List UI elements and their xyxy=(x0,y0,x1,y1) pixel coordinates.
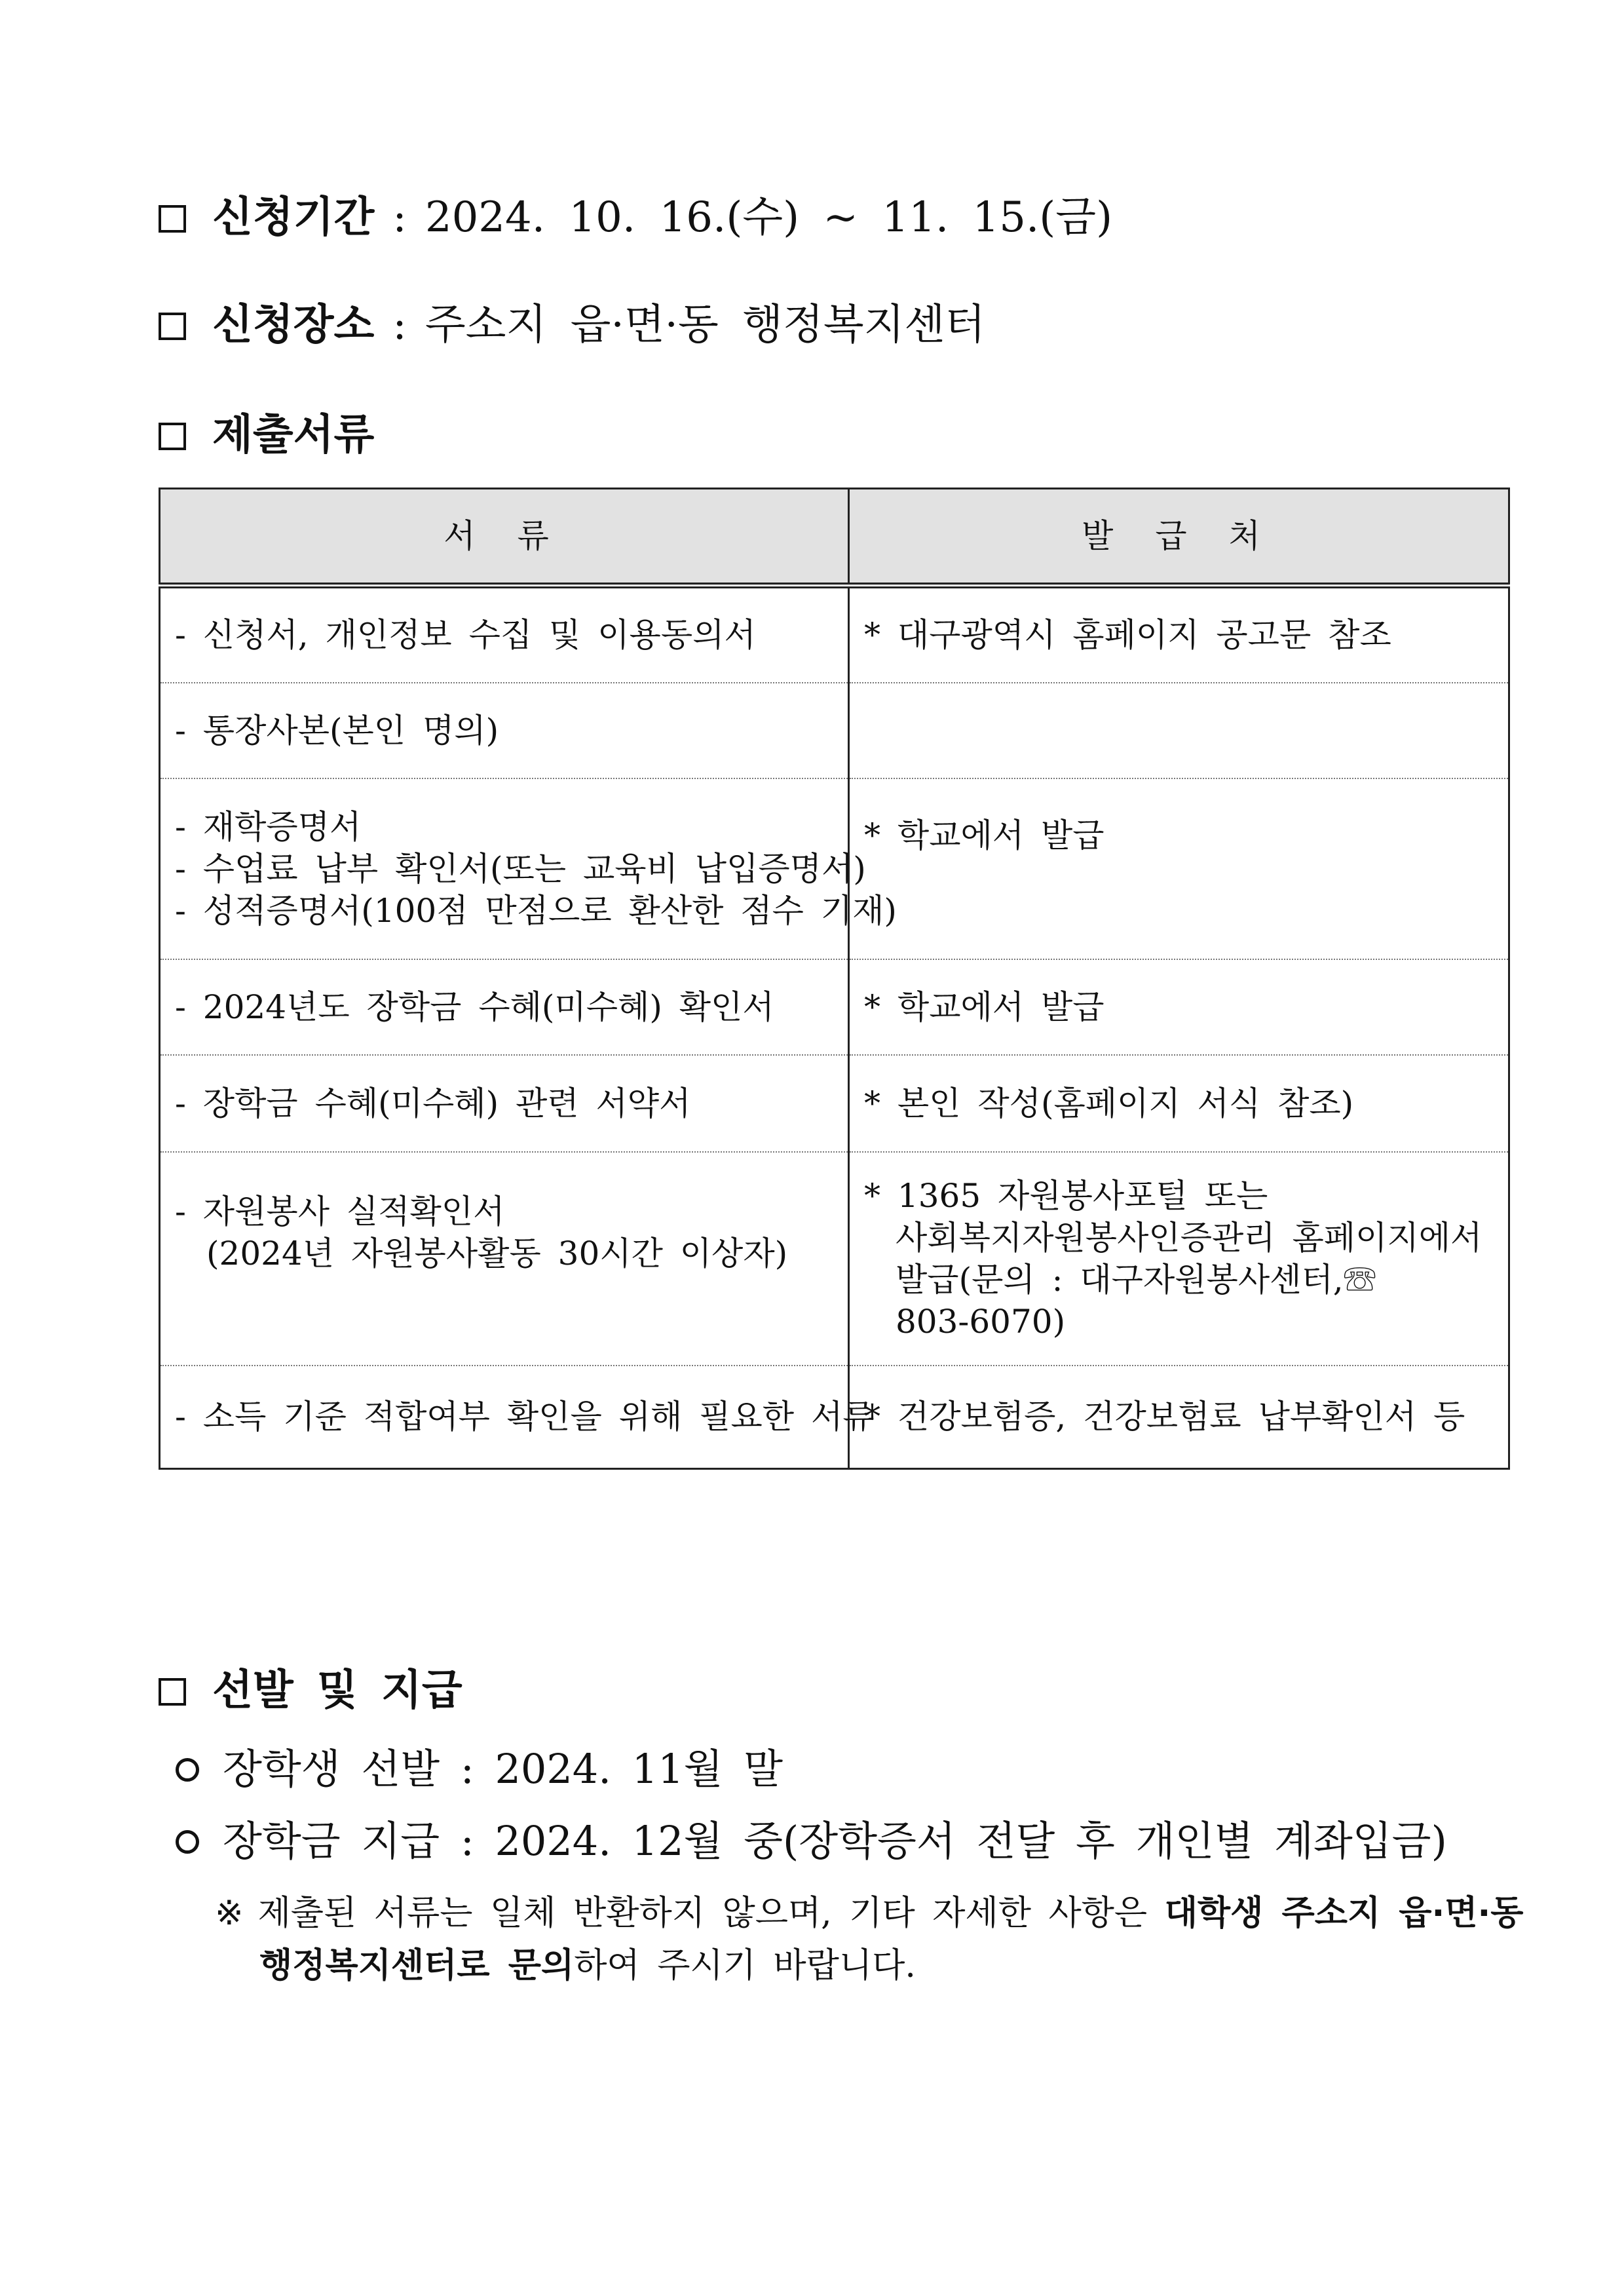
issuer-line: 사회복지자원봉사인증관리 홈페이지에서 xyxy=(896,1218,1482,1257)
section-title: 신청기간 xyxy=(212,193,375,242)
docs-cell xyxy=(160,683,849,778)
table-row xyxy=(160,1152,1509,1366)
doc-line: - 자원봉사 실적확인서 xyxy=(175,1192,505,1231)
table-row xyxy=(160,1366,1509,1469)
section-title: 제출서류 xyxy=(212,411,375,459)
section-application-period xyxy=(159,191,1112,244)
note-line-1 xyxy=(215,1887,1524,1940)
doc-line: (2024년 자원봉사활동 30시간 이상자) xyxy=(206,1234,788,1272)
note-emphasis: 대학생 주소지 읍·면·동 xyxy=(1164,1894,1524,1933)
header-documents: 서 류 xyxy=(160,489,849,586)
issuer-cell xyxy=(849,683,1509,778)
docs-cell xyxy=(160,1152,849,1366)
issuer-cell xyxy=(849,959,1509,1055)
issuer-cell xyxy=(849,586,1509,683)
table-row xyxy=(160,683,1509,778)
issuer-line: * 건강보험증, 건강보험료 납부확인서 등 xyxy=(864,1398,1465,1436)
checkbox-square-icon xyxy=(159,205,186,233)
checkbox-square-icon xyxy=(159,313,186,340)
doc-line: - 2024년도 장학금 수혜(미수혜) 확인서 xyxy=(175,987,774,1026)
checkbox-square-icon xyxy=(159,1678,186,1706)
selection-item-text: 장학생 선발 : 2024. 11월 말 xyxy=(223,1745,784,1793)
issuer-line: * 본인 작성(홈페이지 서식 참조) xyxy=(864,1084,1354,1122)
docs-cell xyxy=(160,1055,849,1152)
issuer-line: * 학교에서 발급 xyxy=(864,816,1105,854)
doc-line: - 재학증명서 xyxy=(175,807,362,846)
section-application-place xyxy=(159,299,985,351)
issuer-line: * 1365 자원봉사포털 또는 xyxy=(864,1176,1268,1215)
issuer-line: 803-6070) xyxy=(896,1302,1066,1341)
issuer-cell xyxy=(849,1152,1509,1366)
application-period-value: 2024. 10. 16.(수) ~ 11. 15.(금) xyxy=(425,193,1113,242)
documents-table xyxy=(159,488,1510,1470)
note-text: 하여 주시기 바랍니다. xyxy=(574,1946,916,1985)
doc-line: - 신청서, 개인정보 수집 및 이용동의서 xyxy=(175,616,756,655)
doc-line: - 통장사본(본인 명의) xyxy=(175,711,499,750)
docs-cell xyxy=(160,959,849,1055)
circle-bullet-icon xyxy=(176,1758,199,1782)
table-row xyxy=(160,586,1509,683)
issuer-cell xyxy=(849,1366,1509,1469)
doc-line: - 성적증명서(100점 만점으로 환산한 점수 기재) xyxy=(175,891,897,930)
circle-bullet-icon xyxy=(176,1830,199,1854)
section-title: 신청장소 xyxy=(212,301,375,349)
table-row xyxy=(160,959,1509,1055)
application-place-value: 주소지 읍·면·동 행정복지센터 xyxy=(425,301,986,349)
doc-line: - 소득 기준 적합여부 확인을 위해 필요한 서류 xyxy=(175,1398,875,1436)
checkbox-square-icon xyxy=(159,423,186,450)
issuer-cell xyxy=(849,1055,1509,1152)
docs-cell xyxy=(160,1366,875,1469)
issuer-cell xyxy=(849,778,1509,959)
issuer-line: * 학교에서 발급 xyxy=(864,987,1105,1026)
table-row xyxy=(160,1055,1509,1152)
payment-item xyxy=(176,1815,1447,1867)
doc-line: - 장학금 수혜(미수혜) 관련 서약서 xyxy=(175,1084,691,1122)
section-title: 선발 및 지급 xyxy=(212,1666,463,1715)
issuer-line: 발급(문의 : 대구자원봉사센터,☏ xyxy=(896,1260,1376,1299)
note-text: 제출된 서류는 일체 반환하지 않으며, 기타 자세한 사항은 xyxy=(257,1894,1148,1933)
colon-separator: : xyxy=(392,301,407,349)
header-issuer: 발 급 처 xyxy=(849,489,1509,586)
section-documents xyxy=(159,409,374,461)
section-selection-payment xyxy=(159,1664,463,1717)
issuer-line: * 대구광역시 홈페이지 공고문 참조 xyxy=(864,616,1391,655)
selection-item xyxy=(176,1743,783,1795)
doc-line: - 수업료 납부 확인서(또는 교육비 납입증명서) xyxy=(175,849,866,888)
table-row xyxy=(160,778,1509,959)
notice-note xyxy=(215,1887,1524,1992)
docs-cell xyxy=(160,778,897,959)
note-emphasis: 행정복지센터로 문의 xyxy=(259,1946,575,1985)
note-line-2 xyxy=(215,1940,1524,1992)
reference-mark-icon: ※ xyxy=(215,1894,244,1933)
table-header-row xyxy=(160,489,1509,586)
payment-item-text: 장학금 지급 : 2024. 12월 중(장학증서 전달 후 개인별 계좌입금) xyxy=(223,1817,1447,1865)
docs-cell xyxy=(160,586,849,683)
colon-separator: : xyxy=(392,193,407,242)
